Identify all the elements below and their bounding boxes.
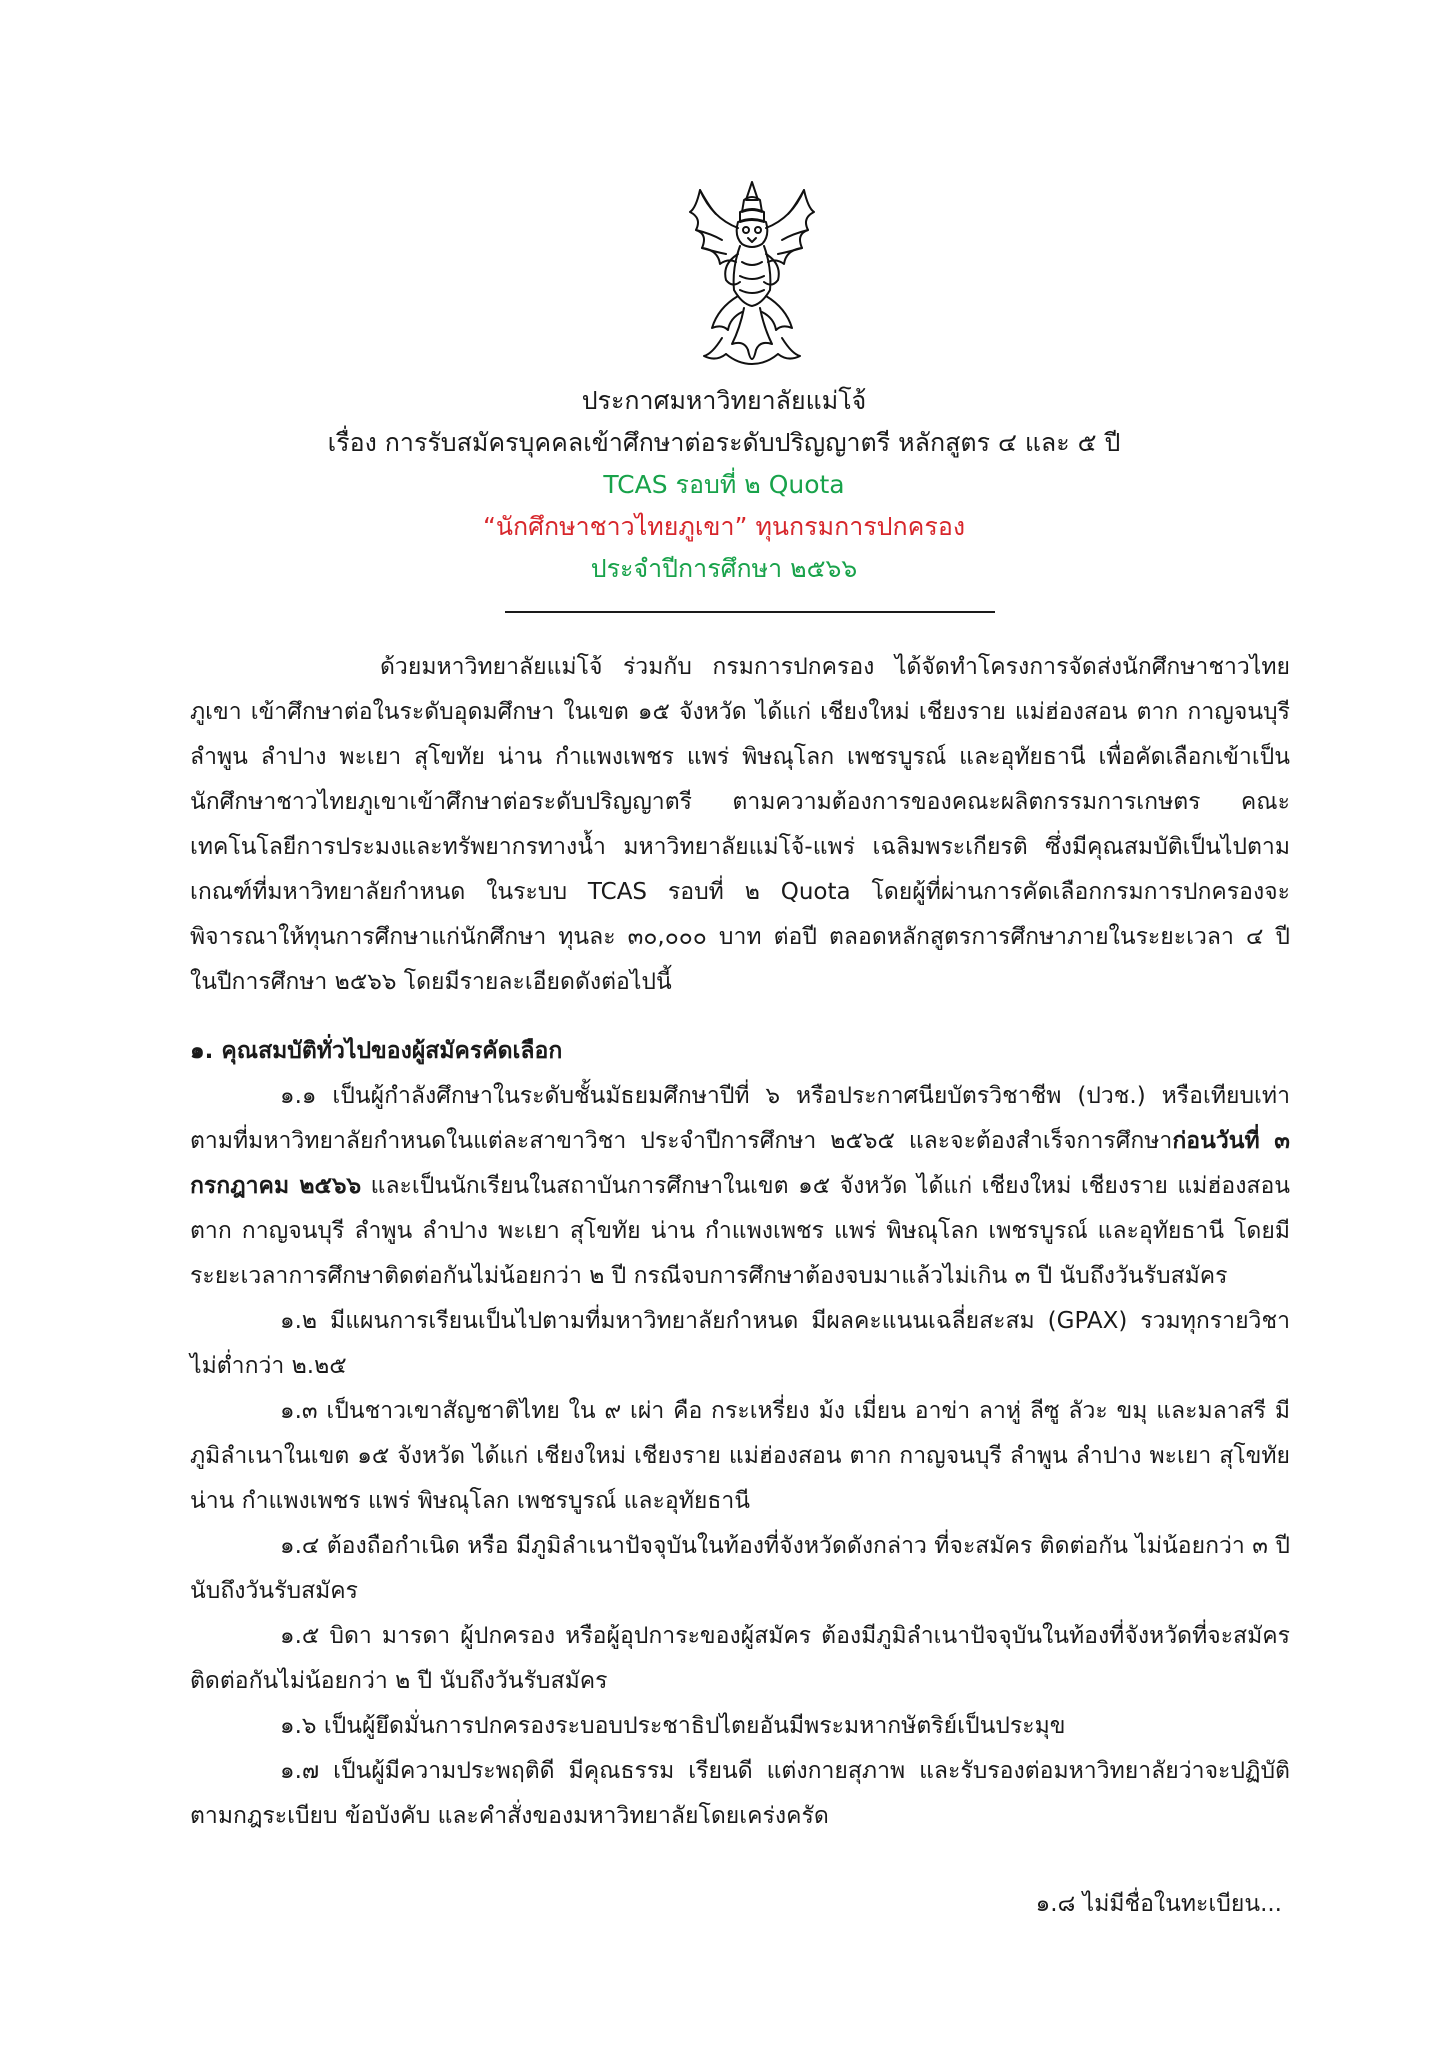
item-1-1-deadline: ก่อนวันที่ ๓ กรกฎาคม ๒๕๖๖ <box>190 1128 1290 1199</box>
section-1-heading: ๑. คุณสมบัติทั่วไปของผู้สมัครคัดเลือก <box>190 1038 563 1064</box>
item-1-7: ๑.๗ เป็นผู้มีความประพฤติดี มีคุณธรรม เรียนดี แต่งกายสุภาพ และรับรองต่อมหาวิทยาลัยว่าจะปฏิบัติตามกฎระเบียบ ข้อบังคับ และคำสั่งของมหาวิทยาลัยโดยเคร่งครัด <box>190 1758 1290 1829</box>
header-divider <box>505 611 995 613</box>
item-1-1-text-end: และเป็นนักเรียนในสถาบันการศึกษาในเขต ๑๕ จังหวัด ได้แก่ เชียงใหม่ เชียงราย แม่ฮ่องสอน ตาก กาญจนบุรี ลำพูน ลำปาง พะเยา สุโขทัย น่าน กำแพงเพชร แพร่ พิษณุโลก เพชรบูรณ์ และอุทัยธานี โดยมีระยะเวลาการศึกษาติดต่อกันไม่น้อยกว่า ๒ ปี กรณีจบการศึกษาต้องจบมาแล้วไม่เกิน ๓ ปี นับถึงวันรับสมัคร <box>190 1173 1290 1289</box>
item-1-3: ๑.๓ เป็นชาวเขาสัญชาติไทย ใน ๙ เผ่า คือ กระเหรี่ยง ม้ง เมี่ยน อาข่า ลาหู่ ลีซู ลัวะ ขมุ และมลาสรี มีภูมิลำเนาในเขต ๑๕ จังหวัด ได้แก่ เชียงใหม่ เชียงราย แม่ฮ่องสอน ตาก กาญจนบุรี ลำพูน ลำปาง พะเยา สุโขทัย น่าน กำแพงเพชร แพร่ พิษณุโลก เพชรบูรณ์ และอุทัยธานี <box>190 1398 1290 1514</box>
item-1-4: ๑.๔ ต้องถือกำเนิด หรือ มีภูมิลำเนาปัจจุบันในท้องที่จังหวัดดังกล่าว ที่จะสมัคร ติดต่อกัน ไม่น้อยกว่า ๓ ปี นับถึงวันรับสมัคร <box>190 1533 1290 1604</box>
announcement-subject: เรื่อง การรับสมัครบุคคลเข้าศึกษาต่อระดับปริญญาตรี หลักสูตร ๔ และ ๕ ปี <box>327 428 1121 457</box>
scholarship-program: “นักศึกษาชาวไทยภูเขา” ทุนกรมการปกครอง <box>482 512 966 541</box>
academic-year: ประจำปีการศึกษา ๒๕๖๖ <box>590 554 858 583</box>
item-1-1 <box>190 1074 1290 1299</box>
garuda-emblem-icon <box>682 178 822 373</box>
continuation-marker: ๑.๘ ไม่มีชื่อในทะเบียน... <box>1035 1891 1282 1917</box>
tcas-round: TCAS รอบที่ ๒ Quota <box>603 470 845 499</box>
item-1-6: ๑.๖ เป็นผู้ยึดมั่นการปกครองระบอบประชาธิปไตยอันมีพระมหากษัตริย์เป็นประมุข <box>280 1713 1066 1739</box>
item-1-2: ๑.๒ มีแผนการเรียนเป็นไปตามที่มหาวิทยาลัยกำหนด มีผลคะแนนเฉลี่ยสะสม (GPAX) รวมทุกรายวิชาไม่ต่ำกว่า ๒.๒๕ <box>190 1308 1290 1379</box>
announcement-header <box>0 380 1448 590</box>
document-body <box>190 645 1290 1839</box>
intro-paragraph: ด้วยมหาวิทยาลัยแม่โจ้ ร่วมกับ กรมการปกครอง ได้จัดทำโครงการจัดส่งนักศึกษาชาวไทยภูเขา เข้าศึกษาต่อในระดับอุดมศึกษา ในเขต ๑๕ จังหวัด ได้แก่ เชียงใหม่ เชียงราย แม่ฮ่องสอน ตาก กาญจนบุรี ลำพูน ลำปาง พะเยา สุโขทัย น่าน กำแพงเพชร แพร่ พิษณุโลก เพชรบูรณ์ และอุทัยธานี เพื่อคัดเลือกเข้าเป็นนักศึกษาชาวไทยภูเขาเข้าศึกษาต่อระดับปริญญาตรี ตามความต้องการของคณะผลิตกรรมการเกษตร คณะเทคโนโลยีการประมงและทรัพยากรทางน้ำ มหาวิทยาลัยแม่โจ้-แพร่ เฉลิมพระเกียรติ ซึ่งมีคุณสมบัติเป็นไปตามเกณฑ์ที่มหาวิทยาลัยกำหนด ในระบบ TCAS รอบที่ ๒ Quota โดยผู้ที่ผ่านการคัดเลือกกรมการปกครองจะพิจารณาให้ทุนการศึกษาแก่นักศึกษา ทุนละ ๓๐,๐๐๐ บาท ต่อปี ตลอดหลักสูตรการศึกษาภายในระยะเวลา ๔ ปี ในปีการศึกษา ๒๕๖๖ โดยมีรายละเอียดดังต่อไปนี้ <box>190 654 1290 995</box>
announcement-title: ประกาศมหาวิทยาลัยแม่โจ้ <box>581 386 867 415</box>
item-1-5: ๑.๕ บิดา มารดา ผู้ปกครอง หรือผู้อุปการะของผู้สมัคร ต้องมีภูมิลำเนาปัจจุบันในท้องที่จังหวัดที่จะสมัคร ติดต่อกันไม่น้อยกว่า ๒ ปี นับถึงวันรับสมัคร <box>190 1623 1290 1694</box>
item-1-1-text-start: ๑.๑ เป็นผู้กำลังศึกษาในระดับชั้นมัธยมศึกษาปีที่ ๖ หรือประกาศนียบัตรวิชาชีพ (ปวช.) หรือเทียบเท่า ตามที่มหาวิทยาลัยกำหนดในแต่ละสาขาวิชา ประจำปีการศึกษา ๒๕๖๕ และจะต้องสำเร็จการศึกษา <box>190 1083 1290 1154</box>
